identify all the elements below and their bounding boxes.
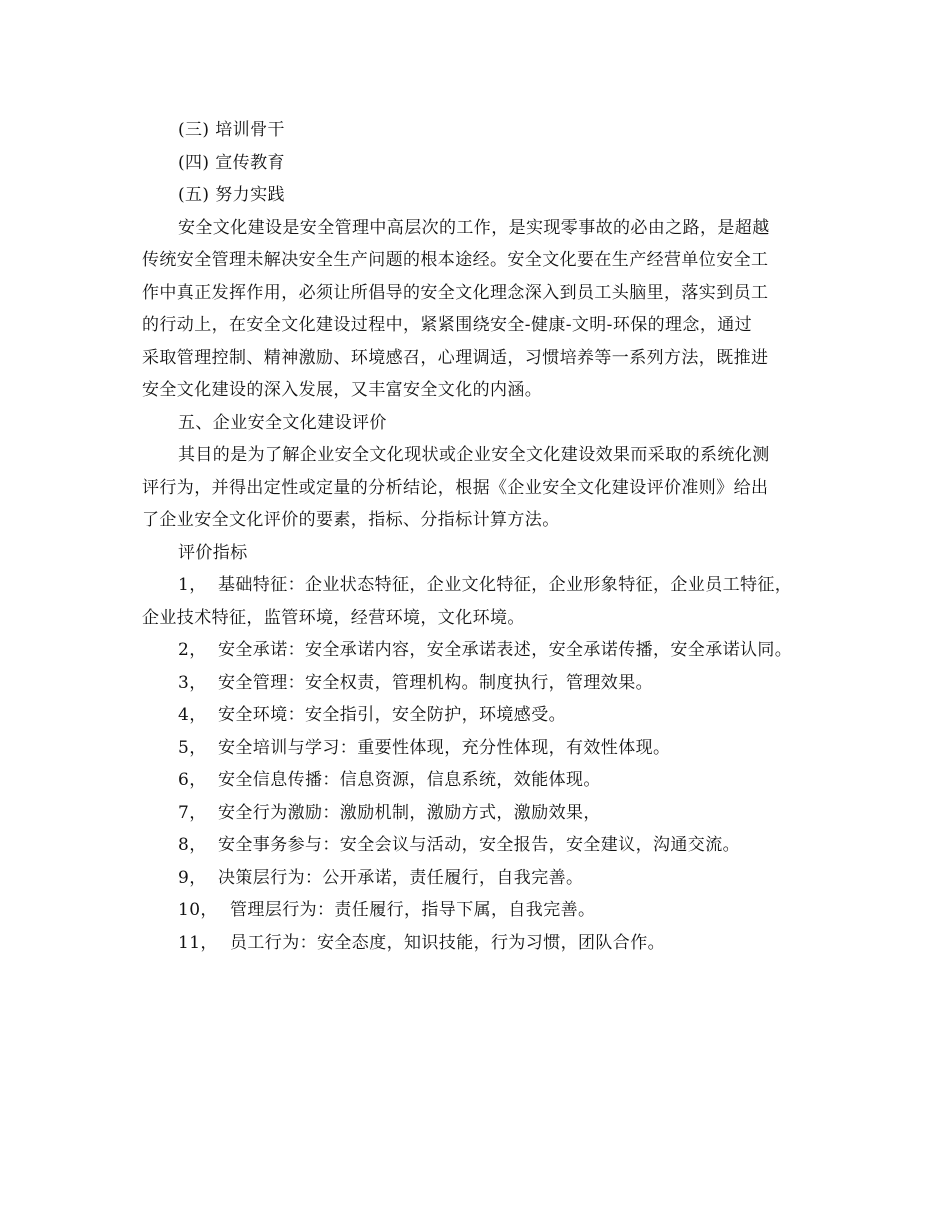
paragraph-line: 了企业安全文化评价的要素，指标、分指标计算方法。 xyxy=(142,510,560,530)
list-item xyxy=(142,699,812,732)
item-text: 安全培训与学习：重要性体现，充分性体现，有效性体现。 xyxy=(218,737,671,758)
paragraph-line: 采取管理控制、精神激励、环境感召，心理调适，习惯培养等一系列方法，既推进 xyxy=(142,347,769,368)
item-number: 1， xyxy=(178,575,207,595)
list-item-continuation: 企业技术特征，监管环境，经营环境，文化环境。 xyxy=(142,607,525,628)
paragraph-line: 的行动上，在安全文化建设过程中，紧紧围绕安全-健康-文明-环保的理念，通过 xyxy=(142,315,753,335)
paragraph-line: 传统安全管理未解决安全生产问题的根本途经。安全文化要在生产经营单位安全工 xyxy=(142,250,769,270)
item-number: 8， xyxy=(178,835,207,855)
item-text: 安全管理：安全权责，管理机构。制度执行，管理效果。 xyxy=(218,672,653,693)
item-number: 4， xyxy=(178,705,207,725)
list-item xyxy=(142,797,812,830)
paragraph-evaluation-purpose xyxy=(142,439,812,537)
list-item xyxy=(142,732,812,765)
item-text: 安全环境：安全指引，安全防护，环境感受。 xyxy=(218,705,566,725)
list-item xyxy=(142,829,812,862)
subheading-training: (三) 培训骨干 xyxy=(178,120,285,140)
list-item xyxy=(142,927,812,960)
list-item xyxy=(142,569,812,602)
indicator-list xyxy=(142,569,812,959)
paragraph-line: 作中真正发挥作用，必须让所倡导的安全文化理念深入到员工头脑里，落实到员工 xyxy=(142,282,769,303)
item-number: 11， xyxy=(178,932,218,953)
item-text: 安全承诺：安全承诺内容，安全承诺表述，安全承诺传播，安全承诺认同。 xyxy=(218,640,793,660)
paragraph-line: 安全文化建设的深入发展，又丰富安全文化的内涵。 xyxy=(142,380,543,400)
item-text: 安全行为激励：激励机制，激励方式，激励效果， xyxy=(218,802,601,823)
item-number: 5， xyxy=(178,737,207,758)
item-number: 9， xyxy=(178,867,207,888)
item-text: 管理层行为：责任履行，指导下属，自我完善。 xyxy=(230,900,596,920)
item-number: 2， xyxy=(178,640,207,660)
list-item xyxy=(142,634,812,667)
paragraph-safety-culture xyxy=(142,212,812,407)
list-item xyxy=(142,764,812,797)
paragraph-line: 评行为，并得出定性或定量的分析结论，根据《企业安全文化建设评价准则》给出 xyxy=(142,477,769,498)
item-text: 安全事务参与：安全会议与活动，安全报告，安全建议，沟通交流。 xyxy=(218,835,740,855)
list-item xyxy=(142,862,812,895)
paragraph-line: 其目的是为了解企业安全文化现状或企业安全文化建设效果而采取的系统化测 xyxy=(178,445,770,465)
paragraph-line: 安全文化建设是安全管理中高层次的工作，是实现零事故的必由之路，是超越 xyxy=(178,217,770,238)
item-number: 6， xyxy=(178,770,207,790)
subheading-practice: (五) 努力实践 xyxy=(178,185,285,205)
item-text: 安全信息传播：信息资源，信息系统，效能体现。 xyxy=(218,770,601,790)
item-number: 3， xyxy=(178,672,207,693)
document-body xyxy=(142,114,812,959)
section-heading: 五、企业安全文化建设评价 xyxy=(178,412,387,433)
item-number: 10， xyxy=(178,900,218,920)
item-text: 基础特征：企业状态特征，企业文化特征，企业形象特征，企业员工特征， xyxy=(218,575,793,595)
subheading-publicity: (四) 宣传教育 xyxy=(178,152,285,173)
list-item xyxy=(142,667,812,700)
item-number: 7， xyxy=(178,802,207,823)
item-text: 决策层行为：公开承诺，责任履行，自我完善。 xyxy=(218,867,584,888)
item-text: 员工行为：安全态度，知识技能，行为习惯，团队合作。 xyxy=(230,932,665,953)
list-item xyxy=(142,894,812,927)
indicators-heading: 评价指标 xyxy=(178,542,248,563)
